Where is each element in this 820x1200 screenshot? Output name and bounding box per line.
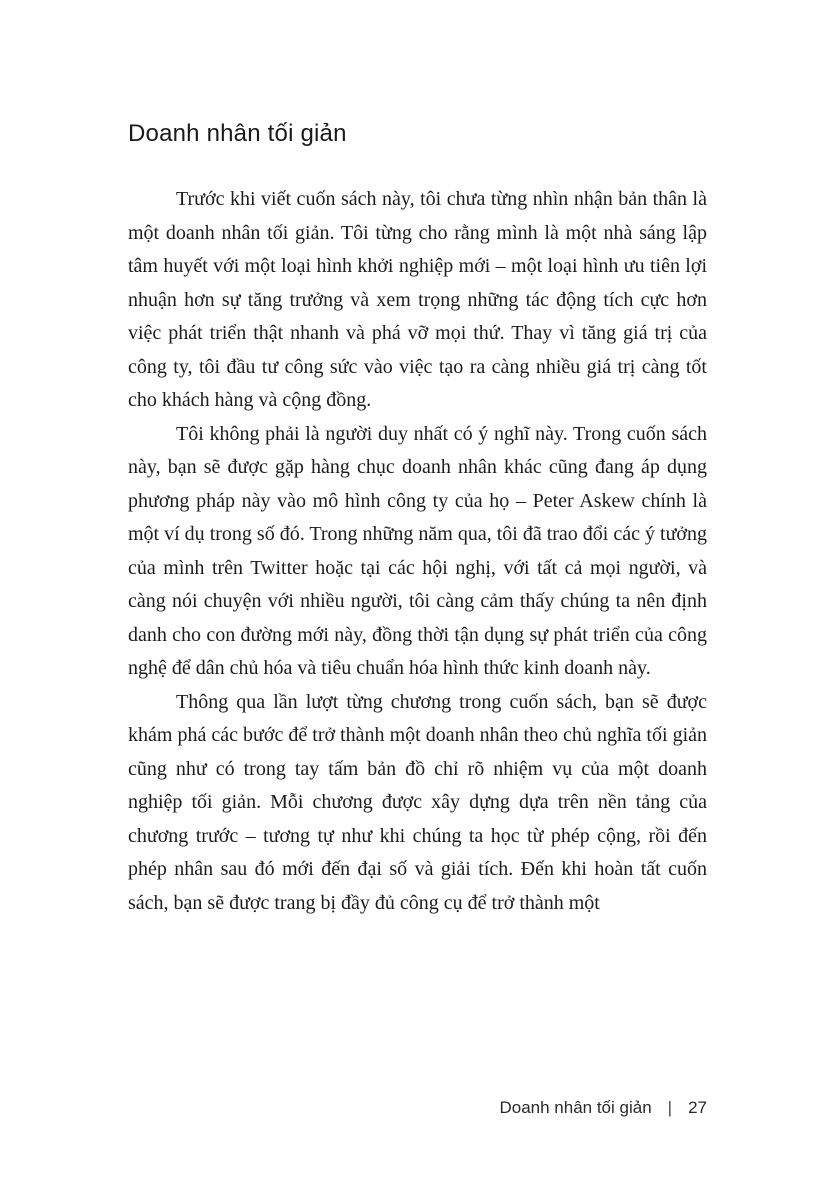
footer-book-title: Doanh nhân tối giản — [499, 1098, 652, 1117]
page-footer — [499, 1098, 707, 1118]
paragraph-3: Thông qua lần lượt từng chương trong cuốn sách, bạn sẽ được khám phá các bước để trở thành một doanh nhân theo chủ nghĩa tối giản cũng như có trong tay tấm bản đồ chỉ rõ nhiệm vụ của một doanh nghiệp tối giản. Mỗi chương được xây dựng dựa trên nền tảng của chương trước – tương tự như khi chúng ta học từ phép cộng, rồi đến phép nhân sau đó mới đến đại số và giải tích. Đến khi hoàn tất cuốn sách, bạn sẽ được trang bị đầy đủ công cụ để trở thành một — [128, 690, 707, 914]
footer-page-number: 27 — [688, 1098, 707, 1117]
body-text — [128, 183, 707, 920]
paragraph-1: Trước khi viết cuốn sách này, tôi chưa từng nhìn nhận bản thân là một doanh nhân tối giản. Tôi từng cho rằng mình là một nhà sáng lập tâm huyết với một loại hình khởi nghiệp mới – một loại hình ưu tiên lợi nhuận hơn sự tăng trưởng và xem trọng những tác động tích cực hơn việc phát triển thật nhanh và phá vỡ mọi thứ. Thay vì tăng giá trị của công ty, tôi đầu tư công sức vào việc tạo ra càng nhiều giá trị càng tốt cho khách hàng và cộng đồng. — [128, 188, 707, 411]
chapter-title: Doanh nhân tối giản — [128, 120, 347, 147]
footer-separator: | — [667, 1098, 673, 1117]
paragraph-2: Tôi không phải là người duy nhất có ý nghĩ này. Trong cuốn sách này, bạn sẽ được gặp hàng chục doanh nhân khác cũng đang áp dụng phương pháp này vào mô hình công ty của họ – Peter Askew chính là một ví dụ trong số đó. Trong những năm qua, tôi đã trao đổi các ý tưởng của mình trên Twitter hoặc tại các hội nghị, với tất cả mọi người, và càng nói chuyện với nhiều người, tôi càng cảm thấy chúng ta nên định danh cho con đường mới này, đồng thời tận dụng sự phát triển của công nghệ để dân chủ hóa và tiêu chuẩn hóa hình thức kinh doanh này. — [128, 422, 707, 679]
